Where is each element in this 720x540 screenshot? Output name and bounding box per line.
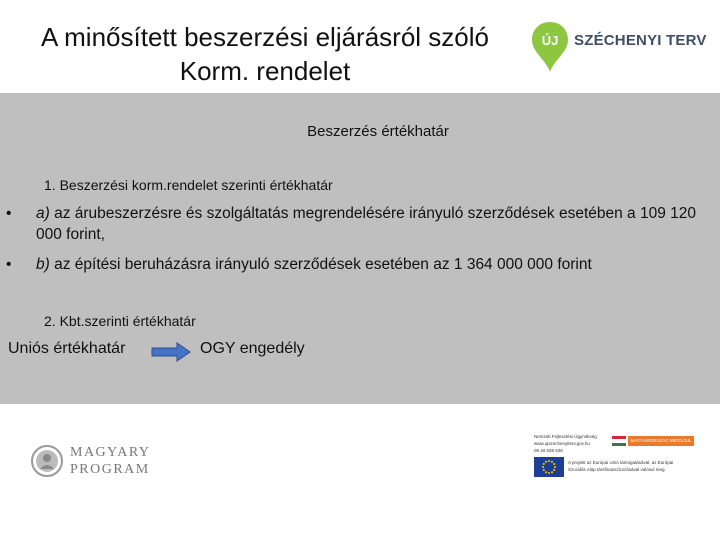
bullet-marker: • (6, 205, 12, 222)
threshold-list (6, 203, 718, 284)
section-heading-1: 1. Beszerzési korm.rendelet szerinti értékhatár (44, 177, 333, 193)
bullet-marker: • (6, 256, 12, 273)
funding-logos (532, 432, 700, 480)
magyary-program-logo (30, 442, 160, 482)
map-pin-icon (530, 20, 570, 74)
magyary-line2: PROGRAM (70, 462, 150, 477)
item-text: az építési beruházásra irányuló szerződések esetében az 1 364 000 000 forint (49, 256, 592, 273)
ogy-approval-label: OGY engedély (200, 340, 305, 357)
list-item (6, 254, 718, 275)
item-prefix: a) (36, 205, 50, 222)
logo-brand-text: SZÉCHENYI TERV (574, 32, 707, 49)
panel-heading: Beszerzés értékhatár (307, 123, 449, 140)
eu-threshold-row (8, 340, 408, 364)
hungarian-flag-icon (612, 436, 626, 446)
szechenyi-terv-logo (530, 20, 720, 76)
right-arrow-icon (151, 342, 191, 362)
eu-flag-icon (534, 457, 564, 477)
magyary-line1: MAGYARY (70, 445, 151, 460)
funding-phone-text: 06 40 638 638 (534, 448, 563, 453)
funding-agency-text: Nemzeti Fejlesztési Ügynökség (534, 434, 597, 439)
item-text: az árubeszerzésre és szolgáltatás megrendelésére irányuló szerződések esetében a 109 120 000 forint, (36, 205, 697, 243)
slide-title (0, 20, 530, 88)
funding-eu-text-1: A projekt az Európai Unió támogatásával, az Európai (568, 460, 674, 465)
plan-label: MAGYARORSZÁG MEGÚJUL (628, 436, 694, 446)
funding-eu-text-2: Szociális Alap társfinanszírozásával valósul meg. (568, 467, 666, 472)
logo-pin-text: ÚJ (541, 33, 559, 48)
funding-website-text: www.ujszechenyiterv.gov.hu (534, 441, 590, 446)
section-heading-2: 2. Kbt.szerinti értékhatár (44, 313, 196, 329)
slide-title-line1: A minősített beszerzési eljárásról szóló (41, 22, 489, 52)
slide-title-line2: Korm. rendelet (179, 56, 351, 86)
content-panel (0, 93, 720, 404)
seal-icon (30, 444, 64, 478)
eu-threshold-label: Uniós értékhatár (8, 340, 126, 357)
item-prefix: b) (36, 256, 50, 273)
list-item (6, 203, 718, 245)
